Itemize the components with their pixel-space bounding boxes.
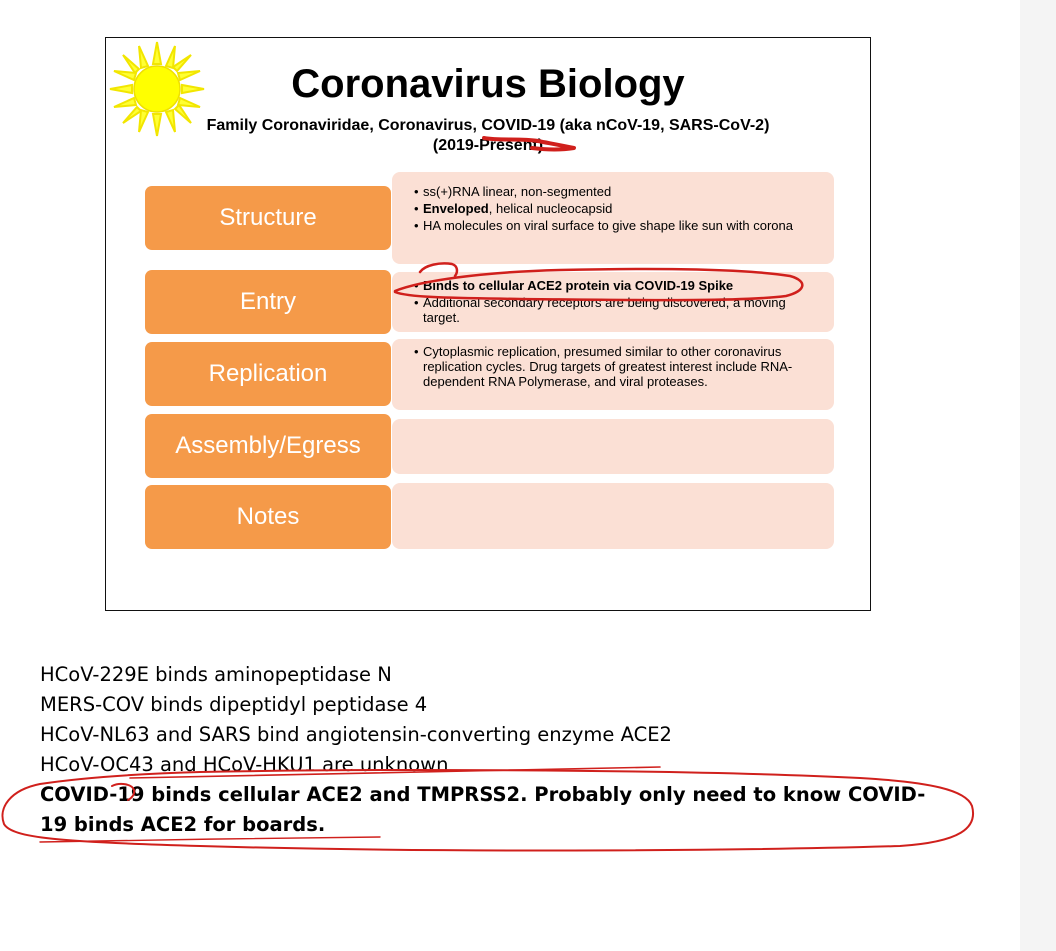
notes-text <box>40 660 980 840</box>
row-panel-replication <box>392 339 834 410</box>
subtitle-line-2: (2019-Present) <box>432 137 544 154</box>
structure-bullet-2: • Enveloped, helical nucleocapsid <box>414 201 820 216</box>
row-panel-entry <box>392 272 834 332</box>
notes-emphasis: COVID-19 binds cellular ACE2 and TMPRSS2. Probably only need to know COVID-19 binds ACE2 for boards. <box>40 783 926 836</box>
slide-title: Coronavirus Biology <box>291 62 685 106</box>
row-panel-assembly-egress <box>392 419 834 474</box>
structure-bullet-3: • HA molecules on viral surface to give shape like sun with corona <box>414 218 820 233</box>
entry-bullet-1: • Binds to cellular ACE2 protein via COVID-19 Spike <box>414 278 820 293</box>
row-panel-structure <box>392 172 834 264</box>
row-label-structure: Structure <box>145 186 391 250</box>
notes-line-2: MERS-COV binds dipeptidyl peptidase 4 <box>40 693 428 716</box>
notes-line-1: HCoV-229E binds aminopeptidase N <box>40 663 392 686</box>
page-margin <box>1020 0 1056 951</box>
notes-line-4: HCoV-OC43 and HCoV-HKU1 are unknown <box>40 753 449 776</box>
row-label-replication: Replication <box>145 342 391 406</box>
replication-bullet-1: • Cytoplasmic replication, presumed similar to other coronavirus replication cycles. Drug targets of greatest interest include RNA-dependent RNA Polymerase, and viral proteases. <box>414 344 820 389</box>
row-label-assembly-egress: Assembly/Egress <box>145 414 391 478</box>
subtitle-line-1: Family Coronaviridae, Coronavirus, COVID-19 (aka nCoV-19, SARS-CoV-2) <box>206 117 770 134</box>
row-label-notes: Notes <box>145 485 391 549</box>
row-label-entry: Entry <box>145 270 391 334</box>
slide-subtitle <box>105 116 871 156</box>
row-panel-notes <box>392 483 834 549</box>
structure-bullet-1: • ss(+)RNA linear, non-segmented <box>414 184 820 199</box>
notes-line-3: HCoV-NL63 and SARS bind angiotensin-converting enzyme ACE2 <box>40 723 672 746</box>
entry-bullet-2: • Additional secondary receptors are being discovered, a moving target. <box>414 295 820 325</box>
